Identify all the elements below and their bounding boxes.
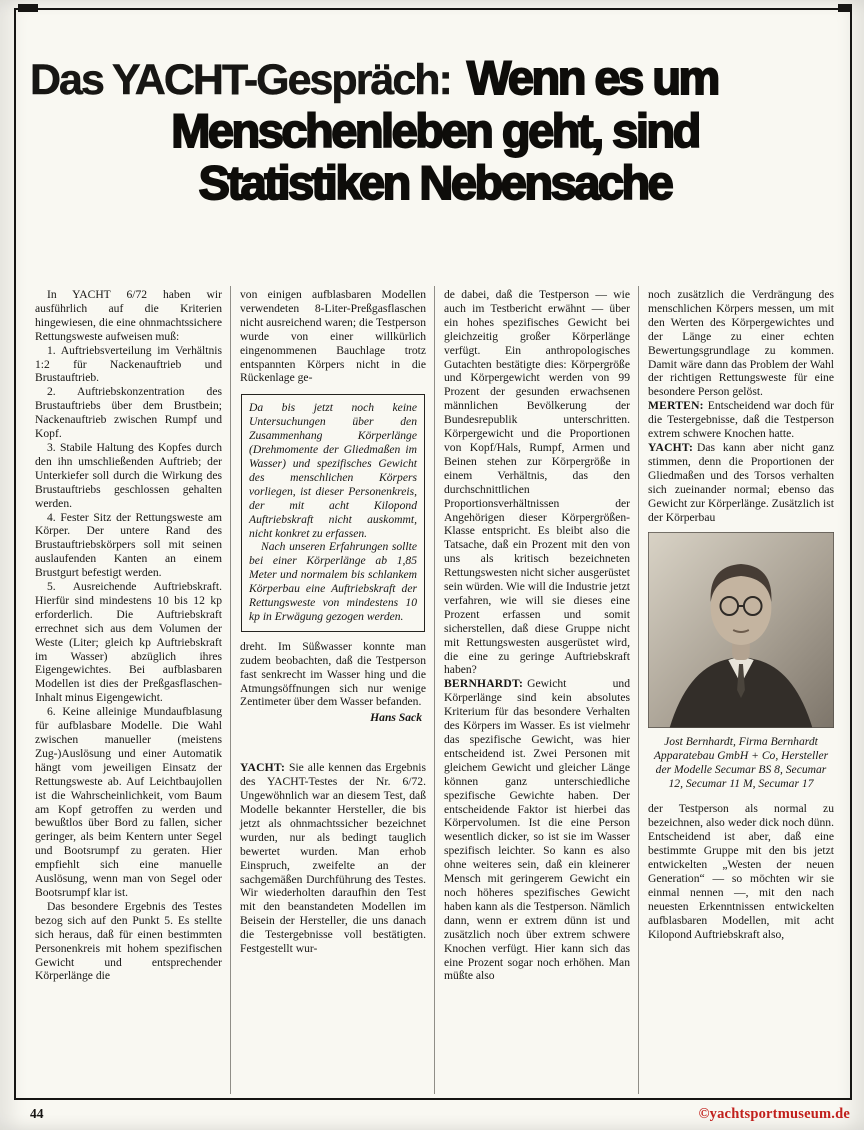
interview-answer-bernhardt [444,677,630,983]
headline-kicker: Das YACHT-Gespräch: [30,56,451,104]
headline-line-1 [26,52,844,105]
column-2 [230,286,434,1094]
criterion-6: 6. Keine alleinige Mundaufblasung für aufblasbare Modelle. Die Wahl zwischen manueller (meistens Zug-)Auslösung und einer Automatik hängt vom jeweiligen Einsatz der Rettungsweste ab. Auf Leichtbaujollen ist die Wahrscheinlichkeit, vom Baum am Kopf getroffen zu werden und bewußtlos über Bord zu fallen, sicher geringer, als beim Kentern unter Segel und Bootsrumpf zu geraten. Hier empfiehlt sich eine manuelle Auslösung, wenn man von Segel oder Bootsrumpf klar ist. [35,705,222,899]
speech-text: Gewicht und Körperlänge sind kein absolutes Kriterium für das besondere Verhalten des Körpers im Wasser. Es ist vielmehr das spezifische Gewicht, was hier entscheidend ist. Zwei Personen mit gleichem Gewicht und gleicher Länge können ganz unterschiedliche spezifische Gewichte haben. Der entscheidende Faktor ist hierbei das Körpervolumen. Ist die eine Person wesentlich dicker, so ist sie im Wasser spezifisch leichter. So kann es also ohne weiteres sein, daß ein kleinerer Mensch mit geringerem Gewicht ein noch höheres spezifisches Gewicht haben kann als die Testperson. Nämlich dann, wenn er extrem dünn ist und zusätzlich noch über extrem schwere Knochen verfügt. Hier kann sich das eine Prozent sogar noch erhöhen. Man müßte also [444,677,630,983]
portrait-photo [648,532,834,728]
continuation-paragraph-3: noch zusätzlich die Verdrängung des menschlichen Körpers messen, um mit den Werten des Körpergewichtes und der Länge zu einer echten Bewertungsgrundlage zu kommen. Damit wäre dann das Problem der Wahl der richtigen Rettungsweste für eine besondere Person gelöst. [648,288,834,399]
interview-answer-merten [648,399,834,441]
author-byline: Hans Sack [370,711,422,725]
inset-box-paragraph-2: Nach unseren Erfahrungen sollte bei einer Körperlänge ab 1,85 Meter und normalem bis schlankem Körperbau eine Auftriebskraft der Rettungsweste von mindestens 10 kp in Erwägung gezogen werden. [249,540,417,623]
continuation-paragraph-4: der Testperson als normal zu bezeichnen, also weder dick noch dünn. Entscheidend ist aber, daß eine bestimmte Gruppe mit den bis jetzt entwickelten „Westen der neuen Generation“ — so möchten wir sie einmal nennen —, mit den nach neuesten Erkenntnissen entwickelten aufblasbaren Modellen, mit acht Kilopond Auftriebskraft also, [648,802,834,941]
page-footer [30,1106,850,1123]
interview-question-yacht-1 [240,761,426,956]
criterion-5: 5. Ausreichende Auftriebskraft. Hierfür sind mindestens 10 bis 12 kp erforderlich. Die Auftriebskraft errechnet sich aus dem Volumen der Weste (Liter; gleich kp Auftriebskraft im Wasser) abzüglich ihres Eigengewichtes. Bei aufblasbaren Modellen ist dies der Preßgasflaschen-Inhalt minus Eigengewicht. [35,580,222,705]
column-1 [26,286,230,1094]
speaker-label-yacht-2: YACHT: [648,440,694,454]
criterion-4: 4. Fester Sitz der Rettungsweste am Körper. Der untere Rand des Brustauftriebskörpers soll mit seinen auslaufenden Kanten an einem Brustgurt befestigt werden. [35,510,222,580]
portrait-figure [648,532,834,800]
test-result-paragraph: Das besondere Ergebnis des Testes bezog sich auf den Punkt 5. Es stellte sich heraus, daß für einen bestimmten Personenkreis mit hohem spezifischen Gewicht und entsprechender Körperlänge die [35,899,222,983]
intro-paragraph: In YACHT 6/72 haben wir ausführlich auf die Kriterien hingewiesen, die eine ohnmachtssichere Rettungsweste aufweisen muß: [35,288,222,343]
observation-paragraph: dreht. Im Süßwasser konnte man zudem beobachten, daß die Testperson fast senkrecht im Wasser hing und die Atmungsöffnungen sich nur wenige Zentimeter über dem Wasser befanden. [240,639,426,709]
speaker-label-merten: MERTEN: [648,399,704,413]
inset-box-paragraph-1: Da bis jetzt noch keine Untersuchungen über den Zusammenhang Körperlänge (Drehmomente der Gliedmaßen im Wasser) und spezifisches Gewicht des menschlichen Körpers vorliegen, ist dieser Personenkreis, der mit acht Kilopond Auftriebskraft nicht auskommt, nicht konkret zu erfassen. [249,401,417,540]
headline-title-part-2: Menschenleben geht, sind [171,104,699,157]
speech-text: Sie alle kennen das Ergebnis des YACHT-Testes der Nr. 6/72. Ungewöhnlich war an diesem Test, daß Modelle bekannter Hersteller, die bis jetzt als ohnmachtssicher bezeichnet wurden, nur als bedingt tauglich bewertet wurden. Man erhob Einspruch, zweifelte an der sachgemäßen Durchführung des Testes. Wir wiederholten daraufhin den Test mit den beanstandeten Modellen im Beisein der Hersteller, die uns danach die Testergebnisse voll bestätigten. Festgestellt wur- [240,761,426,956]
headline [26,52,844,209]
page-frame [14,8,852,1100]
column-4 [638,286,842,1094]
watermark: ©yachtsportmuseum.de [698,1106,850,1122]
continuation-paragraph: von einigen aufblasbaren Modellen verwendeten 8-Liter-Preßgasflaschen nicht ausreichend waren; die Testperson wurde von einer willkürlich eingenommenen Bauchlage trotz entspannten Körpers nicht in die Rückenlage ge- [240,288,426,385]
headline-title-part-1: Wenn es um [466,51,718,104]
speaker-label-bernhardt: BERNHARDT: [444,677,524,691]
continuation-paragraph-2: de dabei, daß die Testperson — wie auch im Testbericht erwähnt — über ein hohes spezifisches Gewicht bei gleichzeitig großer Körperlänge verfügt. Ein anthropologisches Gutachten bestätigte dies: Körpergröße und Körpergewicht werden von 99 Prozent der gesunden erwachsenen männlichen Bevölkerung der Bundesrepublik unterschritten. Körpergewicht und die Proportionen von Kopf/Hals, Rumpf, Armen und Beinen stehen zur Körpergröße in einem Verhältnis, das den durchschnittlichen Proportionsverhältnissen der Angehörigen dieser Körpergrößen-Klasse entspricht. Es bleibt also die Tatsache, daß ein Prozent mit den von uns als kritisch bezeichneten Rettungswesten nicht sicher ausgerüstet sein würden. Wie will die Industrie jetzt verfahren, wie will sie dieses eine Prozent erfassen und somit sicherstellen, daß diese Gruppe nicht mit Rettungswesten ausgerüstet wird, die eine zu geringe Auftriebskraft haben? [444,288,630,677]
page-number: 44 [30,1106,44,1121]
headline-title-part-3: Statistiken Nebensache [198,156,672,209]
speech-text: Das kann aber nicht ganz stimmen, denn die Proportionen der Gliedmaßen und des Torsos verhalten sich zueinander normal; ebenso das Gewicht zur Körperlänge. Zusätzlich ist der Körperbau [648,440,834,524]
inset-box [241,394,425,632]
criterion-1: 1. Auftriebsverteilung im Verhältnis 1:2 für Nackenauftrieb und Brustauftrieb. [35,343,222,385]
interview-question-yacht-2 [648,441,834,524]
column-3 [434,286,638,1094]
speaker-label-yacht: YACHT: [240,761,286,775]
criterion-3: 3. Stabile Haltung des Kopfes durch den ihn umschließenden Auftrieb; der Unterkiefer soll durch die Wirkung des Brustauftriebs geschlossen gehalten werden. [35,440,222,510]
criterion-2: 2. Auftriebskonzentration des Brustauftriebs über dem Brustbein; Nackenauftrieb zwischen Rumpf und Kopf. [35,385,222,441]
photo-caption: Jost Bernhardt, Firma Bernhardt Apparatebau GmbH + Co, Hersteller der Modelle Secumar BS 8, Secumar 12, Secumar 11 M, Secumar 17 [653,735,829,791]
speech-text: Entscheidend war doch für die Testergebnisse, daß die Testperson extrem schwere Knochen hatte. [648,399,834,441]
article-body [26,286,842,1094]
